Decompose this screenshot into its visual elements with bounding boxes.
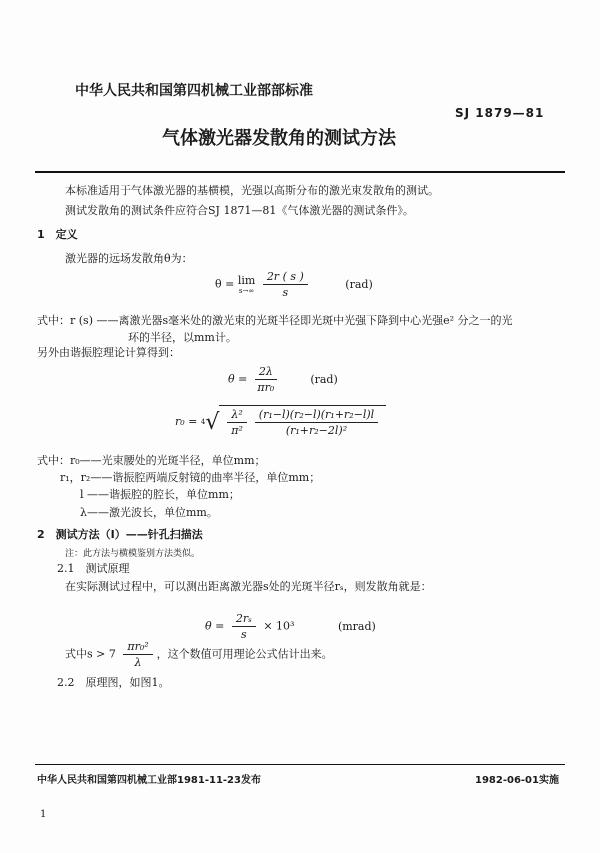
definition: r₁，r₂——谐振腔两端反射镜的曲率半径，单位mm； — [60, 471, 321, 484]
ministry-standard: 中华人民共和国第四机械工业部部标准 — [75, 83, 313, 99]
effective-date: 1982-06-01实施 — [475, 775, 559, 786]
condition — [65, 640, 333, 669]
numerator: (r₁−l)(r₂−l)(r₁+r₂−l)l — [255, 408, 378, 423]
lim: lim — [237, 274, 256, 287]
eq-lhs: θ = — [215, 277, 235, 291]
denominator: s — [241, 628, 247, 641]
paragraph: 激光器的远场发散角θ为： — [65, 252, 193, 265]
numerator: πr₀² — [123, 640, 152, 655]
lim-sub: s→∞ — [238, 287, 255, 295]
unit: (mrad) — [337, 619, 376, 633]
unit: (rad) — [310, 372, 338, 386]
note: 注：此方法与横模鉴别方法类似。 — [65, 549, 201, 559]
denominator: λ — [134, 656, 142, 669]
where-text: 式中：r (s) ——离激光器s毫米处的激光束的光斑半径即光斑中光强下降到中心光强e² 分之一的光 — [37, 314, 513, 327]
numerator: 2λ — [255, 365, 277, 380]
numerator: λ² — [227, 408, 246, 423]
unit: (rad) — [345, 277, 373, 291]
intro-paragraph: 测试发散角的测试条件应符合SJ 1871—81《气体激光器的测试条件》。 — [65, 204, 414, 217]
footer-rule — [35, 764, 565, 765]
condition-prefix: 式中s > 7 — [65, 647, 116, 661]
equation-divergence-limit — [215, 270, 373, 299]
definition: 式中：r₀——光束腰处的光斑半径，单位mm； — [37, 454, 266, 467]
numerator: 2r ( s ) — [263, 270, 308, 285]
denominator: (r₁+r₂−2l)² — [285, 424, 348, 437]
section-heading: 1 定义 — [37, 228, 78, 241]
denominator: πr₀ — [257, 381, 275, 394]
numerator: 2rₛ — [232, 612, 256, 627]
eq-lhs: θ = — [228, 372, 248, 386]
root-index: 4 — [200, 418, 206, 426]
page-title: 气体激光器发散角的测试方法 — [162, 128, 396, 149]
paragraph: 在实际测试过程中，可以测出距离激光器s处的光斑半径rₛ，则发散角就是： — [65, 580, 432, 593]
section-heading: 2 测试方法（Ⅰ）——针孔扫描法 — [37, 528, 203, 541]
definition: l ——谐振腔的腔长，单位mm； — [80, 488, 240, 501]
header-rule — [35, 171, 565, 173]
eq-lhs: r₀ = — [175, 415, 198, 428]
denominator: s — [282, 286, 289, 299]
paragraph: 另外由谐振腔理论计算得到： — [37, 346, 180, 359]
eq-lhs: θ = — [205, 619, 225, 633]
where-text: 环的半径，以mm计。 — [128, 331, 237, 344]
definition: λ——激光波长，单位mm。 — [80, 506, 218, 519]
equation-measured-divergence — [205, 612, 376, 641]
equation-waist-radius: r₀ = 4 √ $\frac{\text{λ²}}{\text{π²}}$ $\frac{\text{(r₁−l)(r₂−l)(r₁+r₂−l)l}}{\text{(r₁+r₂−2l)²}}$ — [175, 405, 386, 439]
denominator: π² — [231, 424, 243, 437]
multiplier: × 10³ — [263, 619, 295, 633]
intro-paragraph: 本标准适用于气体激光器的基横模，光强以高斯分布的激光束发散角的测试。 — [65, 184, 439, 197]
page-number: 1 — [40, 809, 47, 820]
condition-suffix: ，这个数值可用理论公式估计出来。 — [156, 647, 333, 661]
standard-code: SJ 1879—81 — [455, 106, 545, 120]
subsection-heading: 2.2 原理图，如图1。 — [57, 676, 170, 689]
equation-divergence-theory — [228, 365, 338, 394]
issue-date: 中华人民共和国第四机械工业部1981-11-23发布 — [37, 775, 261, 786]
subsection-heading: 2.1 测试原理 — [57, 562, 130, 575]
